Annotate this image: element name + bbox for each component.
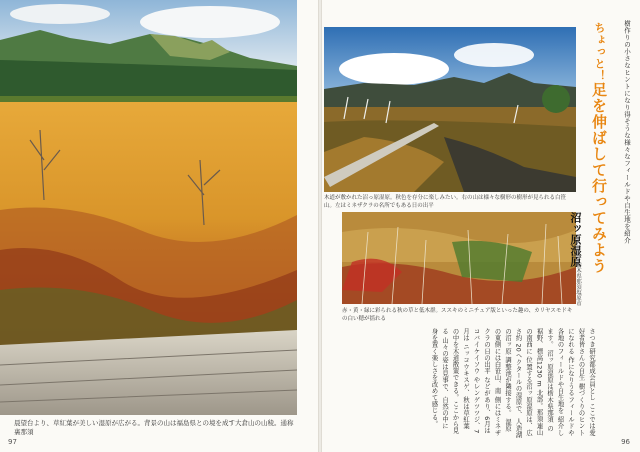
left-page [0, 0, 318, 452]
headline-small: ちょっと！ [593, 22, 606, 82]
grasses-photo [342, 212, 576, 304]
place-location: 栃木県那須塩原市 [575, 262, 581, 306]
photo-caption-bottom: 赤・黄・緑に彩られる秋の草と低木群。ススキのミニチュア版といった趣の、カリヤスモドキの白い穂が揺れる [342, 308, 573, 322]
body-text: さつき研究都成会員とし ここでは愛好者皆さんの自生 樹づくりのヒントになれる 作になりうるフィールドや 各地のフィールドや自生地を 紹介します。 沼ッ原湿原は栃木県那須 の裾野、標高1230 m 北部。那須連山の南西に 位置する沼ッ原湿原は、広さ約 20ヘクタールの湿原で、人造湖の沼ッ原 調整池が隣接する。 湿原の東側には白笹山、南 側にはミネザクラの日の出平 などがあり、6月はコバイケイソウ やレンゲツツジ、7月は ニッコウキスゲ、秋は草紅葉 の中を木道散策できる。ここから見る 山々の姿は見事で、自然の中に 身を置く楽しさを改めて感じる。 [430, 328, 595, 438]
place-name: 沼ッ原湿原 [569, 212, 582, 267]
headline [590, 22, 608, 322]
photo-caption: 晨望台より、草紅葉が美しい湿原が広がる。背景の山は福島県との境を成す大倉山の山稜。通称裏那須 [14, 419, 294, 436]
right-page [322, 0, 640, 452]
wetland-autumn-photo [0, 0, 297, 415]
page-number: 97 [8, 438, 17, 446]
lead-text: 樹作りの小さなヒントになり得そうな様々なフィールドや自生地を紹介 [623, 20, 631, 244]
headline-main: 足を伸ばして行ってみよう [590, 82, 608, 274]
page-number: 96 [621, 438, 630, 446]
photo-caption-top: 木道が敷かれた沼っ原湿原。秋色を存分に楽しみたい。右の山は様々な樹形の樹形が見られる白笹山。左はミネザクラの名所でもある日の出平 [324, 195, 567, 209]
boardwalk-photo [324, 27, 576, 192]
